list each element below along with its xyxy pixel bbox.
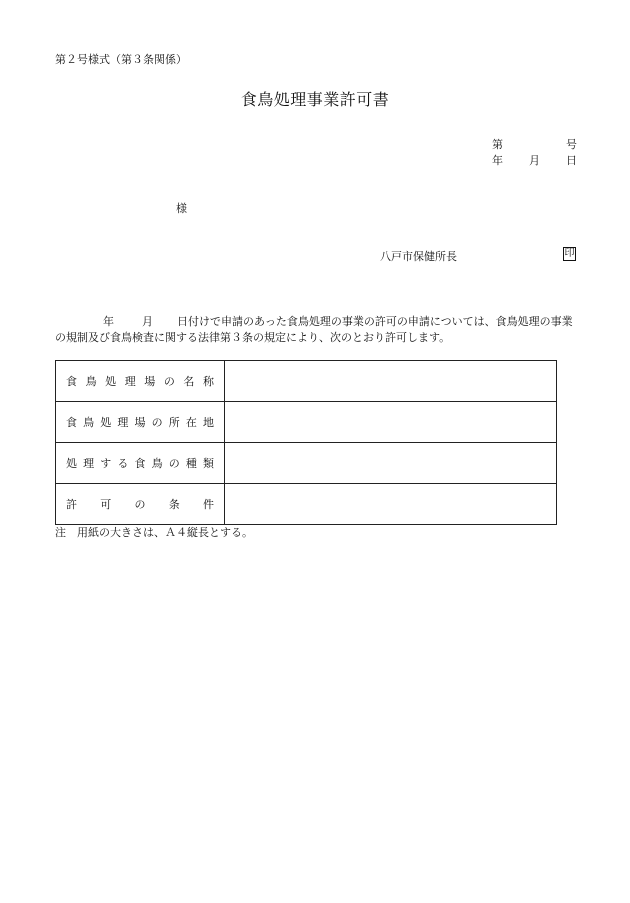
permit-number-suffix: 号	[566, 138, 577, 151]
body-month: 月	[142, 315, 153, 328]
document-title: 食鳥処理事業許可書	[240, 90, 390, 109]
row-label-facility-address: 食鳥処理場の所在地	[56, 402, 225, 443]
table-row	[56, 361, 557, 402]
row-value-facility-address	[225, 402, 557, 443]
issue-date-day: 日	[566, 154, 577, 167]
table-row	[56, 484, 557, 525]
body-main-text: 日付けで申請のあった食鳥処理の事業の許可の申請については、食鳥処理の事業の規制及び食鳥検査に関する法律第３条の規定により、次のとおり許可します。	[55, 315, 573, 344]
footnote: 注 用紙の大きさは、Ａ４縦長とする。	[55, 526, 253, 539]
issuer-name: 八戸市保健所長	[380, 250, 457, 263]
addressee-honorific: 様	[176, 202, 187, 215]
form-number-label: 第２号様式（第３条関係）	[55, 53, 187, 66]
permit-number-prefix: 第	[492, 138, 503, 151]
row-label-poultry-type: 処理する食鳥の種類	[56, 443, 225, 484]
table-row	[56, 443, 557, 484]
permit-details-table	[55, 360, 557, 525]
row-value-poultry-type	[225, 443, 557, 484]
row-label-facility-name: 食鳥処理場の名称	[56, 361, 225, 402]
row-value-permit-conditions	[225, 484, 557, 525]
row-value-facility-name	[225, 361, 557, 402]
seal-stamp: 印	[564, 248, 575, 259]
issue-date-year: 年	[492, 154, 503, 167]
issue-date-month: 月	[529, 154, 540, 167]
table-row	[56, 402, 557, 443]
permit-body-text	[55, 314, 577, 346]
row-label-permit-conditions: 許可の条件	[56, 484, 225, 525]
body-year: 年	[103, 315, 114, 328]
